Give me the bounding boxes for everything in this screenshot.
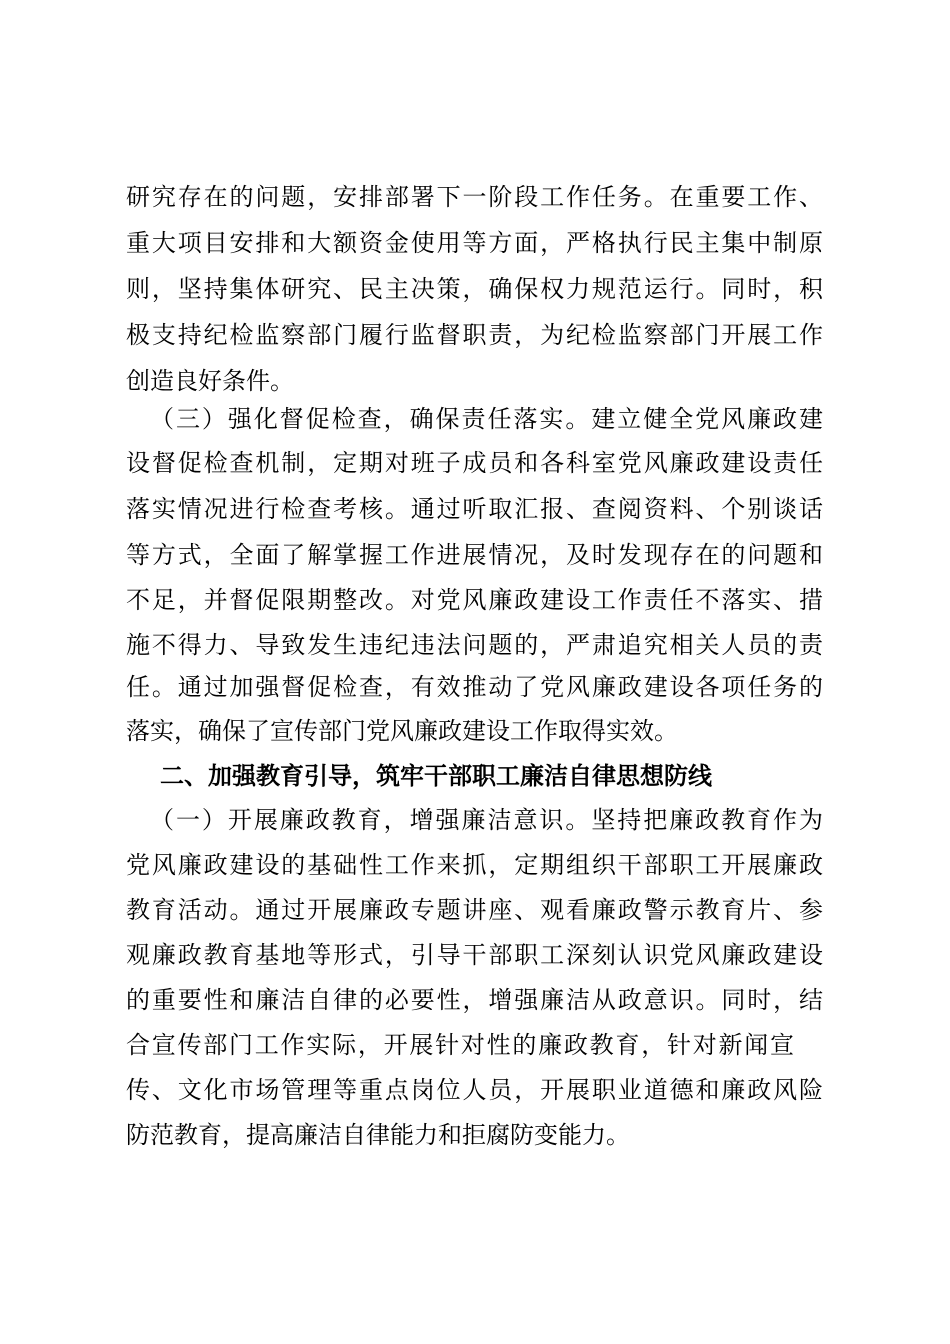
subsection-heading-line: （一）开展廉政教育，增强廉洁意识。坚持把廉政教育作为 (150, 806, 823, 834)
body-line: 传、文化市场管理等重点岗位人员，开展职业道德和廉政风险 (126, 1076, 823, 1104)
body-line: 党风廉政建设的基础性工作来抓，定期组织干部职工开展廉政 (126, 851, 823, 879)
body-line: 教育活动。通过开展廉政专题讲座、观看廉政警示教育片、参 (126, 896, 823, 924)
body-line: 防范教育，提高廉洁自律能力和拒腐防变能力。 (126, 1121, 630, 1149)
section-heading: 二、加强教育引导，筑牢干部职工廉洁自律思想防线 (160, 761, 712, 790)
body-line: 落实，确保了宣传部门党风廉政建设工作取得实效。 (126, 717, 678, 745)
body-line: 重大项目安排和大额资金使用等方面，严格执行民主集中制原 (126, 229, 823, 257)
body-line: 落实情况进行检查考核。通过听取汇报、查阅资料、个别谈话 (126, 495, 823, 523)
subsection-heading-line: （三）强化督促检查，确保责任落实。建立健全党风廉政建 (150, 405, 823, 433)
body-line: 设督促检查机制，定期对班子成员和各科室党风廉政建设责任 (126, 449, 823, 477)
body-line: 极支持纪检监察部门履行监督职责，为纪检监察部门开展工作 (126, 321, 823, 349)
body-line: 则，坚持集体研究、民主决策，确保权力规范运行。同时，积 (126, 275, 823, 303)
body-line: 任。通过加强督促检查，有效推动了党风廉政建设各项任务的 (126, 673, 823, 701)
body-line: 合宣传部门工作实际，开展针对性的廉政教育，针对新闻宣 (126, 1031, 794, 1059)
body-line: 的重要性和廉洁自律的必要性，增强廉洁从政意识。同时，结 (126, 986, 823, 1014)
body-line: 不足，并督促限期整改。对党风廉政建设工作责任不落实、措 (126, 586, 823, 614)
body-line: 观廉政教育基地等形式，引导干部职工深刻认识党风廉政建设 (126, 941, 823, 969)
body-line: 等方式，全面了解掌握工作进展情况，及时发现存在的问题和 (126, 541, 823, 569)
body-line: 施不得力、导致发生违纪违法问题的，严肃追究相关人员的责 (126, 631, 823, 659)
body-line: 研究存在的问题，安排部署下一阶段工作任务。在重要工作、 (126, 183, 823, 211)
body-line: 创造良好条件。 (126, 367, 294, 395)
